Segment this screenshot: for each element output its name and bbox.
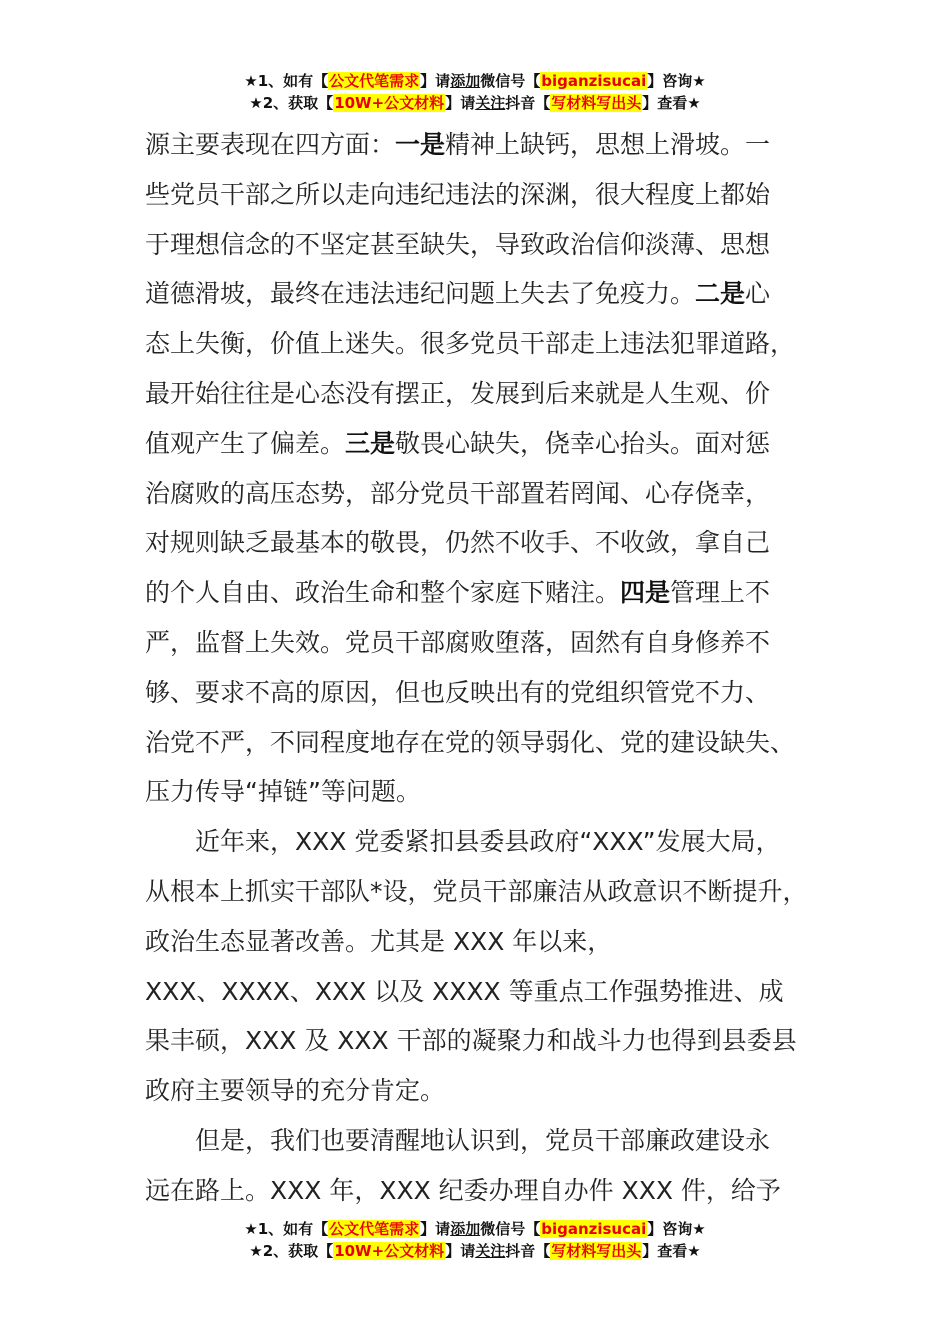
highlight-ghostwriting: 公文代笔需求 bbox=[329, 72, 420, 90]
text-line: 压力传导“掉链”等问题。 bbox=[145, 777, 421, 807]
bold-marker-one: 一是 bbox=[395, 130, 446, 159]
banner-line-1: ★1、如有【公文代笔需求】请添加微信号【biganzisucai】咨询★ bbox=[244, 1220, 706, 1238]
highlight-wechat-id: biganzisucai bbox=[541, 1220, 647, 1238]
document-body bbox=[145, 120, 825, 1216]
highlight-materials: 10W+公文材料 bbox=[334, 94, 445, 112]
text-line: 道德滑坡，最终在违法违纪问题上失去了免疫力。二是心 bbox=[145, 279, 771, 309]
text-line: 的个人自由、政治生命和整个家庭下赌注。四是管理上不 bbox=[145, 578, 771, 608]
paragraph-causes bbox=[145, 120, 825, 817]
text-line: 政府主要领导的充分肯定。 bbox=[145, 1076, 446, 1106]
banner-line-2: ★2、获取【10W+公文材料】请关注抖音【写材料写出头】查看★ bbox=[249, 94, 701, 112]
text-line: 果丰硕，XXX 及 XXX 干部的凝聚力和战斗力也得到县委县 bbox=[145, 1026, 797, 1056]
underlined-add: 添加 bbox=[450, 72, 481, 90]
text-line: 些党员干部之所以走向违纪违法的深渊，很大程度上都始 bbox=[145, 179, 771, 209]
highlight-douyin-account: 写材料写出头 bbox=[551, 1242, 642, 1260]
text-line: 政治生态显著改善。尤其是 XXX 年以来， bbox=[145, 926, 613, 956]
highlight-ghostwriting: 公文代笔需求 bbox=[329, 1220, 420, 1238]
highlight-wechat-id: biganzisucai bbox=[541, 72, 647, 90]
footer-banner bbox=[0, 1218, 950, 1262]
text-line: 态上失衡，价值上迷失。很多党员干部走上违法犯罪道路， bbox=[145, 329, 796, 359]
bold-marker-two: 二是 bbox=[695, 279, 746, 309]
text-line: 于理想信念的不坚定甚至缺失，导致政治信仰淡薄、思想 bbox=[145, 229, 771, 259]
banner-line-1: ★1、如有【公文代笔需求】请添加微信号【biganzisucai】咨询★ bbox=[244, 72, 706, 90]
text-line: XXX、XXXX、XXX 以及 XXXX 等重点工作强势推进、成 bbox=[145, 976, 784, 1006]
text-line: 但是，我们也要清醒地认识到，党员干部廉政建设永 bbox=[195, 1125, 771, 1155]
underlined-follow: 关注 bbox=[475, 1242, 506, 1260]
underlined-add: 添加 bbox=[450, 1220, 481, 1238]
text-line: 远在路上。XXX 年，XXX 纪委办理自办件 XXX 件，给予 bbox=[145, 1175, 781, 1205]
banner-line-2: ★2、获取【10W+公文材料】请关注抖音【写材料写出头】查看★ bbox=[249, 1242, 701, 1260]
header-banner bbox=[0, 70, 950, 114]
text-line: 最开始往往是心态没有摆正，发展到后来就是人生观、价 bbox=[145, 378, 771, 408]
text-line: 治党不严，不同程度地存在党的领导弱化、党的建设缺失、 bbox=[145, 727, 796, 757]
text-line: 严，监督上失效。党员干部腐败堕落，固然有自身修养不 bbox=[145, 627, 771, 657]
text-line: 对规则缺乏最基本的敬畏，仍然不收手、不收敛，拿自己 bbox=[145, 528, 771, 558]
text-line: 够、要求不高的原因，但也反映出有的党组织管党不力、 bbox=[145, 677, 771, 707]
text-line: 值观产生了偏差。三是敬畏心缺失，侥幸心抬头。面对惩 bbox=[145, 428, 771, 458]
paragraph-however bbox=[145, 1116, 825, 1216]
highlight-materials: 10W+公文材料 bbox=[334, 1242, 445, 1260]
paragraph-achievements bbox=[145, 817, 825, 1116]
text-line: 近年来，XXX 党委紧扣县委县政府“XXX”发展大局， bbox=[195, 827, 781, 857]
text-line: 从根本上抓实干部队*设，党员干部廉洁从政意识不断提升， bbox=[145, 876, 808, 906]
underlined-follow: 关注 bbox=[475, 94, 506, 112]
bold-marker-four: 四是 bbox=[620, 578, 671, 608]
text-line: 源主要表现在四方面：一是精神上缺钙，思想上滑坡。一 bbox=[145, 130, 771, 159]
text-line: 治腐败的高压态势，部分党员干部置若罔闻、心存侥幸， bbox=[145, 478, 771, 508]
bold-marker-three: 三是 bbox=[345, 428, 396, 458]
highlight-douyin-account: 写材料写出头 bbox=[551, 94, 642, 112]
